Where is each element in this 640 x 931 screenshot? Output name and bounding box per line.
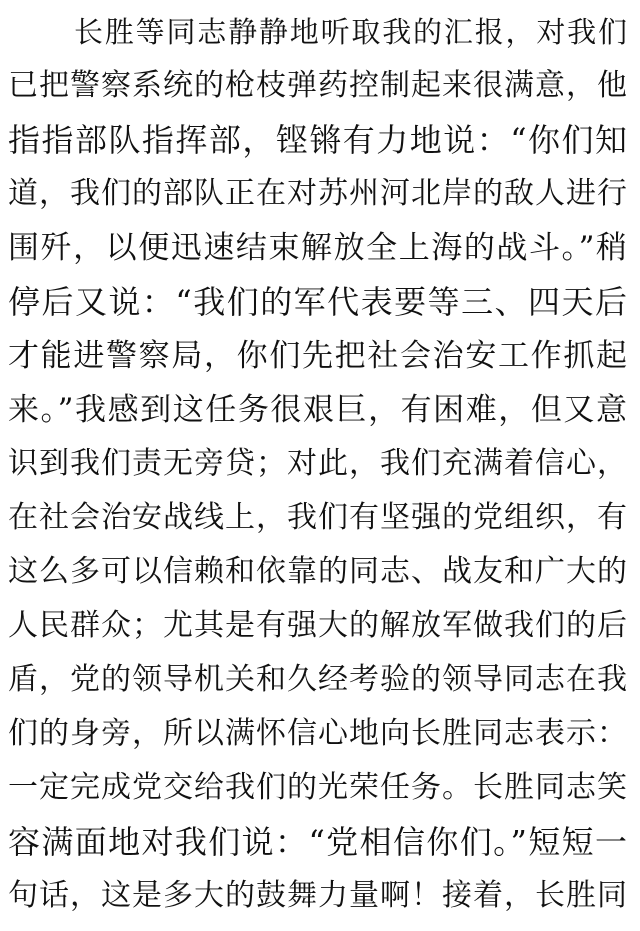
text-line: 在社会治安战线上，我们有坚强的党组织，有 <box>8 500 628 535</box>
text-line: 道，我们的部队正在对苏州河北岸的敌人进行 <box>8 176 628 211</box>
text-line: 人民群众；尤其是有强大的解放军做我们的后 <box>8 608 628 643</box>
text-line: 长胜等同志静静地听取我的汇报，对我们 <box>74 15 628 49</box>
text-line: 句话，这是多大的鼓舞力量啊！接着，长胜同 <box>8 878 628 913</box>
text-line: 盾，党的领导机关和久经考验的领导同志在我 <box>8 662 628 697</box>
text-line: 指指部队指挥部，铿锵有力地说：“你们知 <box>8 121 628 159</box>
text-line: 来。”我感到这任务很艰巨，有困难，但又意 <box>8 392 628 428</box>
text-line: 容满面地对我们说：“党相信你们。”短短一 <box>8 823 628 861</box>
text-line: 停后又说：“我们的军代表要等三、四天后 <box>8 283 628 321</box>
text-line: 识到我们责无旁贷；对此，我们充满着信心， <box>8 446 628 481</box>
text-line: 才能进警察局，你们先把社会治安工作抓起 <box>8 338 628 374</box>
text-line: 已把警察系统的枪枝弹药控制起来很满意，他 <box>8 68 628 103</box>
text-line: 一定完成党交给我们的光荣任务。长胜同志笑 <box>8 770 628 805</box>
text-line: 这么多可以信赖和依靠的同志、战友和广大的 <box>8 554 628 589</box>
text-line: 围歼，以便迅速结束解放全上海的战斗。”稍 <box>8 230 628 266</box>
text-line: 们的身旁，所以满怀信心地向长胜同志表示： <box>8 716 628 751</box>
